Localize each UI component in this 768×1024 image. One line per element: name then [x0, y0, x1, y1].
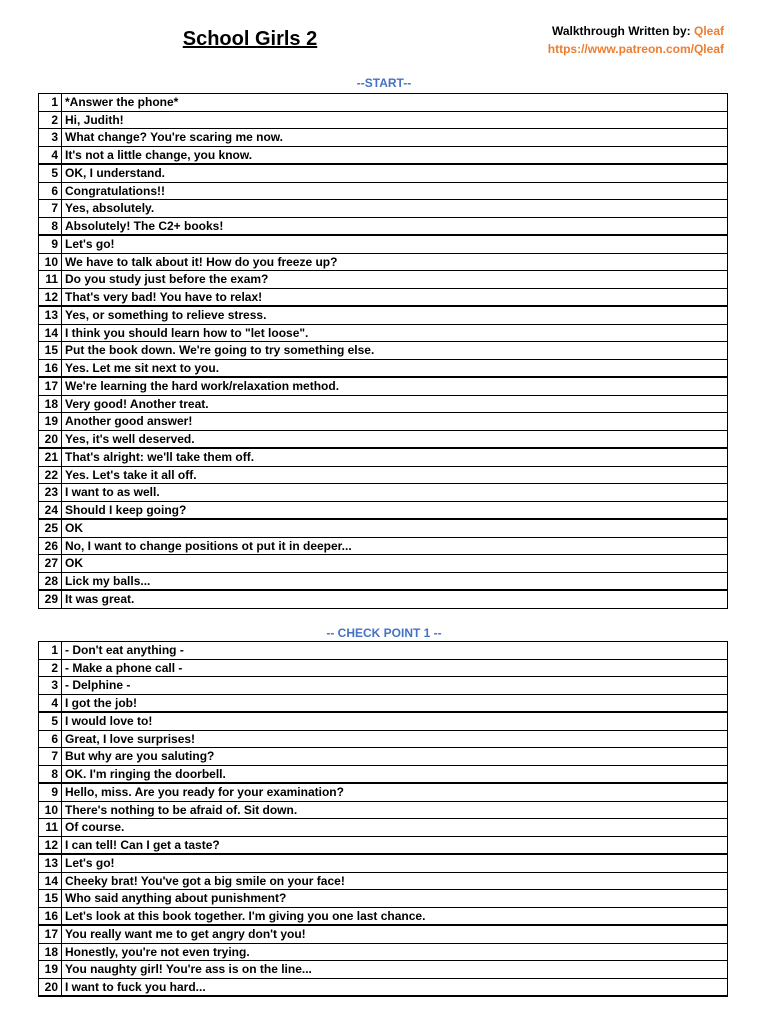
steps-table-checkpoint-1 [38, 641, 728, 997]
step-number: 7 [39, 200, 62, 218]
step-text: I got the job! [62, 694, 728, 712]
step-number: 23 [39, 484, 62, 502]
table-row [39, 342, 728, 360]
table-row [39, 890, 728, 908]
step-text: We're learning the hard work/relaxation method. [62, 377, 728, 395]
section-header-checkpoint-1: -- CHECK POINT 1 -- [326, 626, 442, 640]
step-number: 13 [39, 854, 62, 872]
step-text: OK [62, 519, 728, 537]
table-row [39, 519, 728, 537]
step-number: 29 [39, 590, 62, 608]
step-text: Who said anything about punishment? [62, 890, 728, 908]
table-row [39, 572, 728, 590]
table-row [39, 129, 728, 147]
step-text: Yes, or something to relieve stress. [62, 306, 728, 324]
step-number: 11 [39, 271, 62, 289]
step-text: OK, I understand. [62, 164, 728, 182]
step-text: There's nothing to be afraid of. Sit down. [62, 801, 728, 819]
step-number: 10 [39, 253, 62, 271]
table-row [39, 659, 728, 677]
step-number: 20 [39, 978, 62, 996]
step-text: Do you study just before the exam? [62, 271, 728, 289]
step-number: 26 [39, 537, 62, 555]
step-text: *Answer the phone* [62, 94, 728, 112]
section-header-start: --START-- [356, 76, 412, 90]
step-number: 7 [39, 748, 62, 766]
table-row [39, 217, 728, 235]
step-number: 4 [39, 694, 62, 712]
step-number: 3 [39, 677, 62, 695]
table-row [39, 748, 728, 766]
table-row [39, 555, 728, 573]
table-row [39, 872, 728, 890]
table-row [39, 200, 728, 218]
table-row [39, 111, 728, 129]
step-number: 2 [39, 659, 62, 677]
table-row [39, 253, 728, 271]
step-text: Yes. Let's take it all off. [62, 466, 728, 484]
step-text: Let's go! [62, 854, 728, 872]
step-text: I would love to! [62, 712, 728, 730]
step-number: 24 [39, 501, 62, 519]
table-row [39, 907, 728, 925]
step-number: 9 [39, 783, 62, 801]
step-number: 13 [39, 306, 62, 324]
step-number: 9 [39, 235, 62, 253]
table-row [39, 466, 728, 484]
step-number: 2 [39, 111, 62, 129]
table-row [39, 288, 728, 306]
table-row [39, 146, 728, 164]
table-row [39, 306, 728, 324]
step-text: Lick my balls... [62, 572, 728, 590]
step-number: 19 [39, 413, 62, 431]
table-row [39, 271, 728, 289]
step-text: Let's go! [62, 235, 728, 253]
table-row [39, 801, 728, 819]
step-text: Absolutely! The C2+ books! [62, 217, 728, 235]
step-number: 5 [39, 164, 62, 182]
step-number: 18 [39, 395, 62, 413]
step-number: 4 [39, 146, 62, 164]
step-number: 15 [39, 890, 62, 908]
step-text: - Don't eat anything - [62, 642, 728, 660]
table-row [39, 484, 728, 502]
table-row [39, 359, 728, 377]
step-number: 12 [39, 836, 62, 854]
document-title: School Girls 2 [182, 28, 318, 50]
step-text: I want to fuck you hard... [62, 978, 728, 996]
step-text: - Make a phone call - [62, 659, 728, 677]
step-text: No, I want to change positions ot put it in deeper... [62, 537, 728, 555]
step-number: 17 [39, 925, 62, 943]
credits-block [548, 22, 724, 58]
table-row [39, 413, 728, 431]
table-row [39, 377, 728, 395]
step-text: You really want me to get angry don't you! [62, 925, 728, 943]
step-number: 14 [39, 872, 62, 890]
credit-line [548, 22, 724, 40]
table-row [39, 836, 728, 854]
table-row [39, 819, 728, 837]
step-number: 6 [39, 182, 62, 200]
step-text: That's alright: we'll take them off. [62, 448, 728, 466]
step-text: Cheeky brat! You've got a big smile on your face! [62, 872, 728, 890]
step-number: 3 [39, 129, 62, 147]
step-number: 16 [39, 359, 62, 377]
table-row [39, 94, 728, 112]
table-row [39, 324, 728, 342]
table-row [39, 164, 728, 182]
step-text: But why are you saluting? [62, 748, 728, 766]
step-text: What change? You're scaring me now. [62, 129, 728, 147]
step-text: Should I keep going? [62, 501, 728, 519]
step-number: 1 [39, 94, 62, 112]
step-text: It was great. [62, 590, 728, 608]
step-text: Great, I love surprises! [62, 730, 728, 748]
step-number: 11 [39, 819, 62, 837]
step-number: 10 [39, 801, 62, 819]
table-row [39, 712, 728, 730]
step-number: 5 [39, 712, 62, 730]
credit-author: Qleaf [693, 24, 724, 38]
step-number: 12 [39, 288, 62, 306]
step-text: We have to talk about it! How do you freeze up? [62, 253, 728, 271]
step-number: 25 [39, 519, 62, 537]
step-text: Let's look at this book together. I'm giving you one last chance. [62, 907, 728, 925]
step-number: 8 [39, 765, 62, 783]
step-number: 19 [39, 961, 62, 979]
step-number: 20 [39, 430, 62, 448]
step-text: Yes, absolutely. [62, 200, 728, 218]
table-row [39, 430, 728, 448]
table-row [39, 694, 728, 712]
table-row [39, 783, 728, 801]
step-number: 21 [39, 448, 62, 466]
step-number: 27 [39, 555, 62, 573]
table-row [39, 182, 728, 200]
table-row [39, 642, 728, 660]
table-row [39, 590, 728, 608]
step-number: 1 [39, 642, 62, 660]
step-number: 14 [39, 324, 62, 342]
table-row [39, 395, 728, 413]
step-text: OK [62, 555, 728, 573]
step-text: I can tell! Can I get a taste? [62, 836, 728, 854]
table-row [39, 765, 728, 783]
step-text: - Delphine - [62, 677, 728, 695]
step-text: I think you should learn how to "let loose". [62, 324, 728, 342]
table-row [39, 978, 728, 996]
step-text: Yes. Let me sit next to you. [62, 359, 728, 377]
step-text: Yes, it's well deserved. [62, 430, 728, 448]
steps-table-start [38, 93, 728, 609]
step-number: 15 [39, 342, 62, 360]
step-text: Hi, Judith! [62, 111, 728, 129]
table-row [39, 537, 728, 555]
step-text: I want to as well. [62, 484, 728, 502]
step-number: 6 [39, 730, 62, 748]
step-number: 22 [39, 466, 62, 484]
step-text: Honestly, you're not even trying. [62, 943, 728, 961]
step-number: 17 [39, 377, 62, 395]
step-number: 28 [39, 572, 62, 590]
step-text: Another good answer! [62, 413, 728, 431]
table-row [39, 677, 728, 695]
step-text: Hello, miss. Are you ready for your examination? [62, 783, 728, 801]
table-row [39, 854, 728, 872]
step-text: It's not a little change, you know. [62, 146, 728, 164]
step-text: Put the book down. We're going to try something else. [62, 342, 728, 360]
credit-url-link[interactable]: https://www.patreon.com/Qleaf [547, 42, 724, 56]
table-row [39, 501, 728, 519]
step-number: 18 [39, 943, 62, 961]
table-row [39, 448, 728, 466]
table-row [39, 943, 728, 961]
step-number: 16 [39, 907, 62, 925]
step-number: 8 [39, 217, 62, 235]
step-text: OK. I'm ringing the doorbell. [62, 765, 728, 783]
step-text: You naughty girl! You're ass is on the line... [62, 961, 728, 979]
table-row [39, 961, 728, 979]
step-text: That's very bad! You have to relax! [62, 288, 728, 306]
step-text: Congratulations!! [62, 182, 728, 200]
table-row [39, 235, 728, 253]
step-text: Of course. [62, 819, 728, 837]
table-row [39, 730, 728, 748]
step-text: Very good! Another treat. [62, 395, 728, 413]
credit-label: Walkthrough Written by: [551, 24, 694, 38]
table-row [39, 925, 728, 943]
